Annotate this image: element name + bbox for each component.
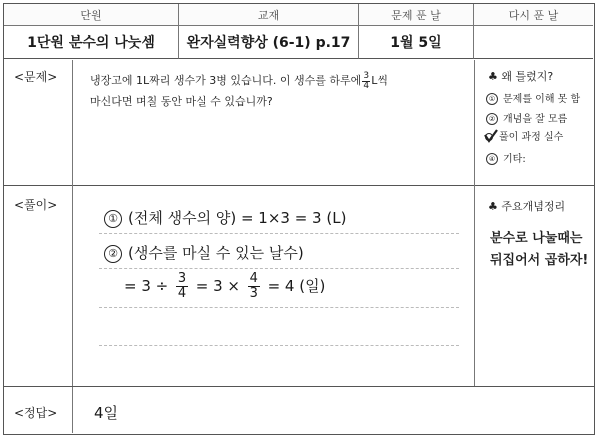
- step-1-number: ①: [104, 210, 122, 228]
- fraction-1-numerator: 3: [177, 271, 187, 286]
- problem-fraction: [362, 72, 370, 91]
- ruled-line-1: [99, 233, 459, 234]
- unit-value: 1단원 분수의 나눗셈: [4, 26, 179, 59]
- key-concept-title-text: 주요개념정리: [501, 200, 566, 213]
- fraction-2-numerator: 4: [249, 271, 258, 286]
- header-unit-label: 단원: [4, 4, 179, 26]
- solved-date-value: 1월 5일: [359, 26, 474, 59]
- problem-solution-divider: [4, 185, 594, 186]
- option-4-mark: ④: [486, 153, 498, 165]
- key-concept-line-2: 뒤집어서 곱하자!: [490, 253, 589, 268]
- answer-value: 4일: [94, 404, 119, 422]
- calc-part-b: = 3 ×: [195, 277, 240, 295]
- solution-calculation: [124, 272, 325, 301]
- solution-step-2: [104, 242, 304, 263]
- key-concept-body: [490, 228, 588, 272]
- solution-label: <풀이>: [14, 198, 58, 212]
- fraction-2-denominator: 3: [249, 286, 258, 301]
- option-4-text: 기타:: [503, 154, 526, 165]
- option-3-text: 풀이 과정 실수: [499, 132, 564, 143]
- checkmark-icon: [484, 129, 496, 146]
- option-2-mark: ②: [486, 113, 498, 125]
- problem-line2: 마신다면 며칠 동안 마실 수 있습니까?: [90, 95, 273, 108]
- why-wrong-option-3: [484, 128, 563, 146]
- header-resolved-date-label: 다시 푼 날: [474, 4, 593, 26]
- why-wrong-option-4: [486, 150, 526, 165]
- ruled-line-4: [99, 345, 459, 346]
- why-wrong-option-2: [486, 110, 567, 125]
- ruled-line-2: [99, 268, 459, 269]
- club-icon: ♣: [488, 200, 498, 213]
- fraction-numerator: 3: [363, 70, 370, 81]
- answer-label-divider: [72, 387, 73, 433]
- option-1-text: 문제를 이해 못 함: [503, 94, 581, 105]
- club-icon: ♣: [488, 70, 498, 83]
- why-wrong-title-text: 왜 틀렸지?: [501, 70, 554, 83]
- problem-unit: L씩: [371, 74, 389, 87]
- answer-label: <정답>: [14, 406, 58, 420]
- solution-answer-divider: [4, 386, 594, 387]
- step-1-text: (전체 생수의 양) = 1×3 = 3 (L): [128, 209, 347, 227]
- label-column-divider: [72, 60, 73, 386]
- calc-fraction-1: [176, 272, 188, 301]
- problem-line1: 냉장고에 1L짜리 생수가 3병 있습니다. 이 생수를 하루에: [90, 74, 362, 87]
- key-concept-line-1: 분수로 나눌때는: [490, 231, 583, 246]
- wrong-answer-note-sheet: [3, 3, 595, 435]
- calc-part-c: = 4 (일): [267, 277, 326, 295]
- why-wrong-option-1: [486, 90, 580, 105]
- key-concept-title: [488, 198, 565, 214]
- option-2-text: 개념을 잘 모름: [503, 114, 568, 125]
- solution-step-1: [104, 207, 346, 228]
- textbook-value: 완자실력향상 (6-1) p.17: [179, 26, 359, 59]
- problem-label: <문제>: [14, 70, 58, 84]
- fraction-1-denominator: 4: [177, 286, 187, 301]
- fraction-denominator: 4: [363, 80, 370, 91]
- side-column-divider: [474, 60, 475, 386]
- why-wrong-title: [488, 68, 553, 84]
- header-textbook-label: 교재: [179, 4, 359, 26]
- problem-text: [90, 70, 470, 112]
- step-2-text: (생수를 마실 수 있는 날수): [128, 244, 304, 262]
- ruled-line-3: [99, 307, 459, 308]
- option-1-mark: ①: [486, 93, 498, 105]
- step-2-number: ②: [104, 245, 122, 263]
- resolved-date-value: [474, 26, 593, 59]
- calc-fraction-2: [248, 272, 260, 301]
- calc-part-a: = 3 ÷: [124, 277, 169, 295]
- header-solved-date-label: 문제 푼 날: [359, 4, 474, 26]
